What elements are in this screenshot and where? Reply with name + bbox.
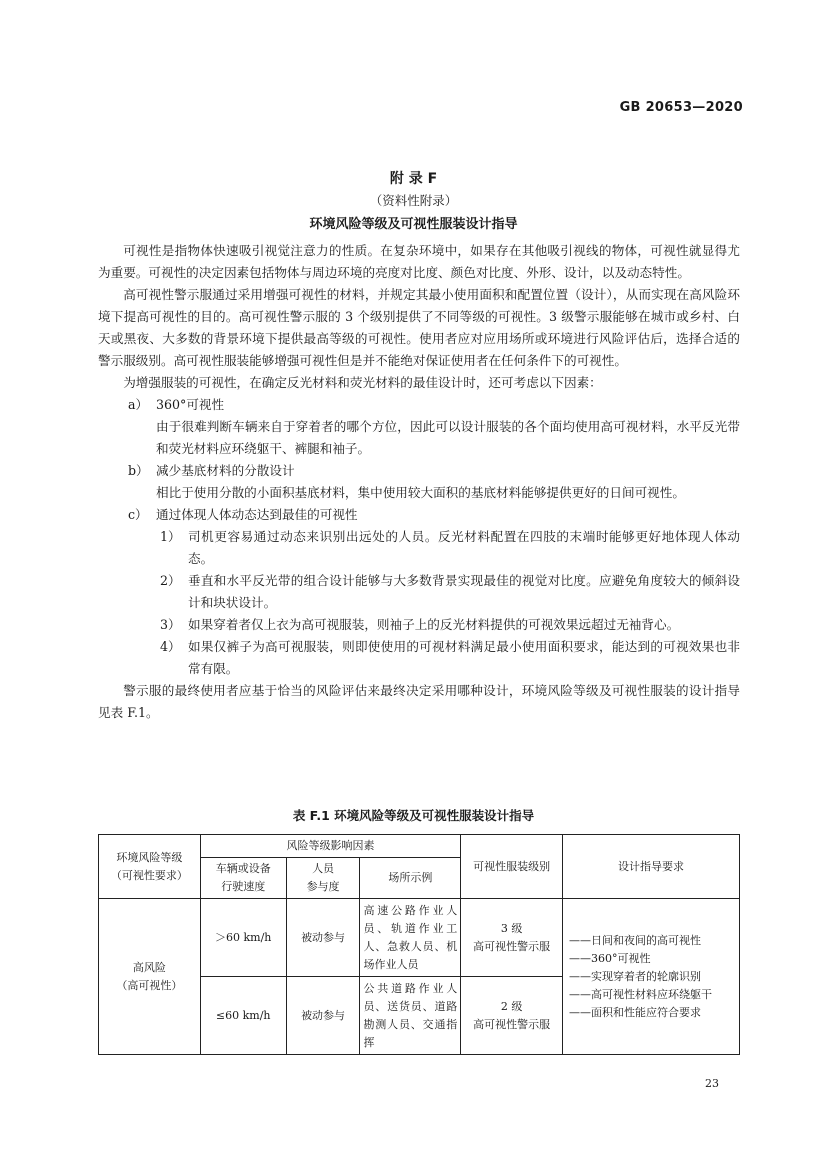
cell-place: 高速公路作业人员、轨道作业工人、急救人员、机场作业人员: [360, 899, 461, 977]
appendix-title: 环境风险等级及可视性服装设计指导: [309, 217, 518, 232]
cell-guide: [563, 899, 740, 1055]
appendix-label: 附 录 F: [389, 171, 438, 187]
sublist-text-2: 垂直和水平反光带的组合设计能够与大多数背景实现最佳的视觉对比度。应避免角度较大的倾斜设计和块状设计。: [188, 573, 740, 610]
paragraph-3: 为增强服装的可视性，在确定反光材料和荧光材料的最佳设计时，还可考虑以下因素：: [123, 375, 602, 390]
list-title-a: 360°可视性: [156, 397, 225, 412]
list-item-b: [98, 460, 740, 482]
list-label-a: a）: [128, 397, 149, 412]
sublist-label-4: 4）: [160, 639, 181, 654]
cell-speed: ＞60 km/h: [200, 899, 286, 977]
list-item-c: [98, 504, 740, 526]
sublist-item-4: [98, 636, 740, 680]
list-title-c: 通过体现人体动态达到最佳的可视性: [156, 507, 358, 522]
risk-guide-table: [98, 834, 740, 1055]
header-vehicle: 车辆或设备 行驶速度: [200, 858, 286, 899]
header-guide: 设计指导要求: [563, 835, 740, 899]
guide-line: ——面积和性能应符合要求: [569, 1005, 702, 1019]
paragraph-1: 可视性是指物体快速吸引视觉注意力的性质。在复杂环境中，如果存在其他吸引视线的物体，可视性就显得尤为重要。可视性的决定因素包括物体与周边环境的亮度对比度、颜色对比度、外形、设计，以及动态特性。: [98, 243, 740, 280]
list-label-c: c）: [128, 507, 148, 522]
sublist-item-2: [98, 570, 740, 614]
standard-code: GB 20653—2020: [619, 100, 743, 115]
guide-line: ——日间和夜间的高可视性: [569, 933, 702, 947]
cell-person: 被动参与: [286, 977, 360, 1055]
sublist-label-3: 3）: [160, 617, 181, 632]
sublist-label-2: 2）: [160, 573, 181, 588]
header-factors: 风险等级影响因素: [200, 835, 460, 858]
list-item-a: [98, 394, 740, 416]
guide-line: ——实现穿着者的轮廓识别: [569, 969, 702, 983]
table-row: [99, 899, 740, 977]
header-person: 人员 参与度: [286, 858, 360, 899]
sublist-item-3: [98, 614, 740, 636]
table-caption: 表 F.1 环境风险等级及可视性服装设计指导: [292, 808, 535, 823]
header-class: 可视性服装级别: [461, 835, 563, 899]
paragraph-4: 警示服的最终使用者应基于恰当的风险评估来最终决定采用哪种设计，环境风险等级及可视性服装的设计指导见表 F.1。: [98, 683, 740, 720]
list-title-b: 减少基底材料的分散设计: [156, 463, 295, 478]
sublist-text-1: 司机更容易通过动态来识别出远处的人员。反光材料配置在四肢的末端时能够更好地体现人体动态。: [188, 529, 740, 566]
body-text: [98, 240, 740, 724]
appendix-type: （资料性附录）: [369, 193, 458, 208]
cell-person: 被动参与: [286, 899, 360, 977]
cell-class: 3 级 高可视性警示服: [461, 899, 563, 977]
cell-risk-level: 高风险 （高可视性）: [99, 899, 201, 1055]
paragraph-2: 高可视性警示服通过采用增强可视性的材料，并规定其最小使用面积和配置位置（设计），从而实现在高风险环境下提高可视性的目的。高可视性警示服的 3 个级别提供了不同等级的可视性。3 级警示服能够在城市或乡村、白天或黑夜、大多数的背景环境下提供最高等级的可视性。使用者应对应用场所或环境进行风险评估后，选择合适的警示服级别。高可视性服装能够增强可视性但是并不能绝对保证使用者在任何条件下的可视性。: [98, 287, 740, 368]
cell-place: 公共道路作业人员、送货员、道路勘测人员、交通指挥: [360, 977, 461, 1055]
sublist-label-1: 1）: [160, 529, 181, 544]
list-label-b: b）: [128, 463, 149, 478]
header-risk-level: 环境风险等级 （可视性要求）: [99, 835, 201, 899]
sublist-text-3: 如果穿着者仅上衣为高可视服装，则袖子上的反光材料提供的可视效果远超过无袖背心。: [188, 617, 680, 632]
list-text-b: 相比于使用分散的小面积基底材料，集中使用较大面积的基底材料能够提供更好的日间可视性。: [156, 485, 685, 500]
cell-class: 2 级 高可视性警示服: [461, 977, 563, 1055]
cell-speed: ≤60 km/h: [200, 977, 286, 1055]
guide-line: ——360°可视性: [569, 951, 651, 965]
page-number: 23: [705, 1077, 719, 1090]
sublist-text-4: 如果仅裤子为高可视服装，则即使使用的可视材料满足最小使用面积要求，能达到的可视效果也非常有限。: [188, 639, 740, 676]
guide-line: ——高可视性材料应环绕躯干: [569, 987, 713, 1001]
sublist-item-1: [98, 526, 740, 570]
list-text-a: 由于很难判断车辆来自于穿着者的哪个方位，因此可以设计服装的各个面均使用高可视材料，水平反光带和荧光材料应环绕躯干、裤腿和袖子。: [156, 419, 740, 456]
table-header-row-1: [99, 835, 740, 858]
header-place: 场所示例: [360, 858, 461, 899]
